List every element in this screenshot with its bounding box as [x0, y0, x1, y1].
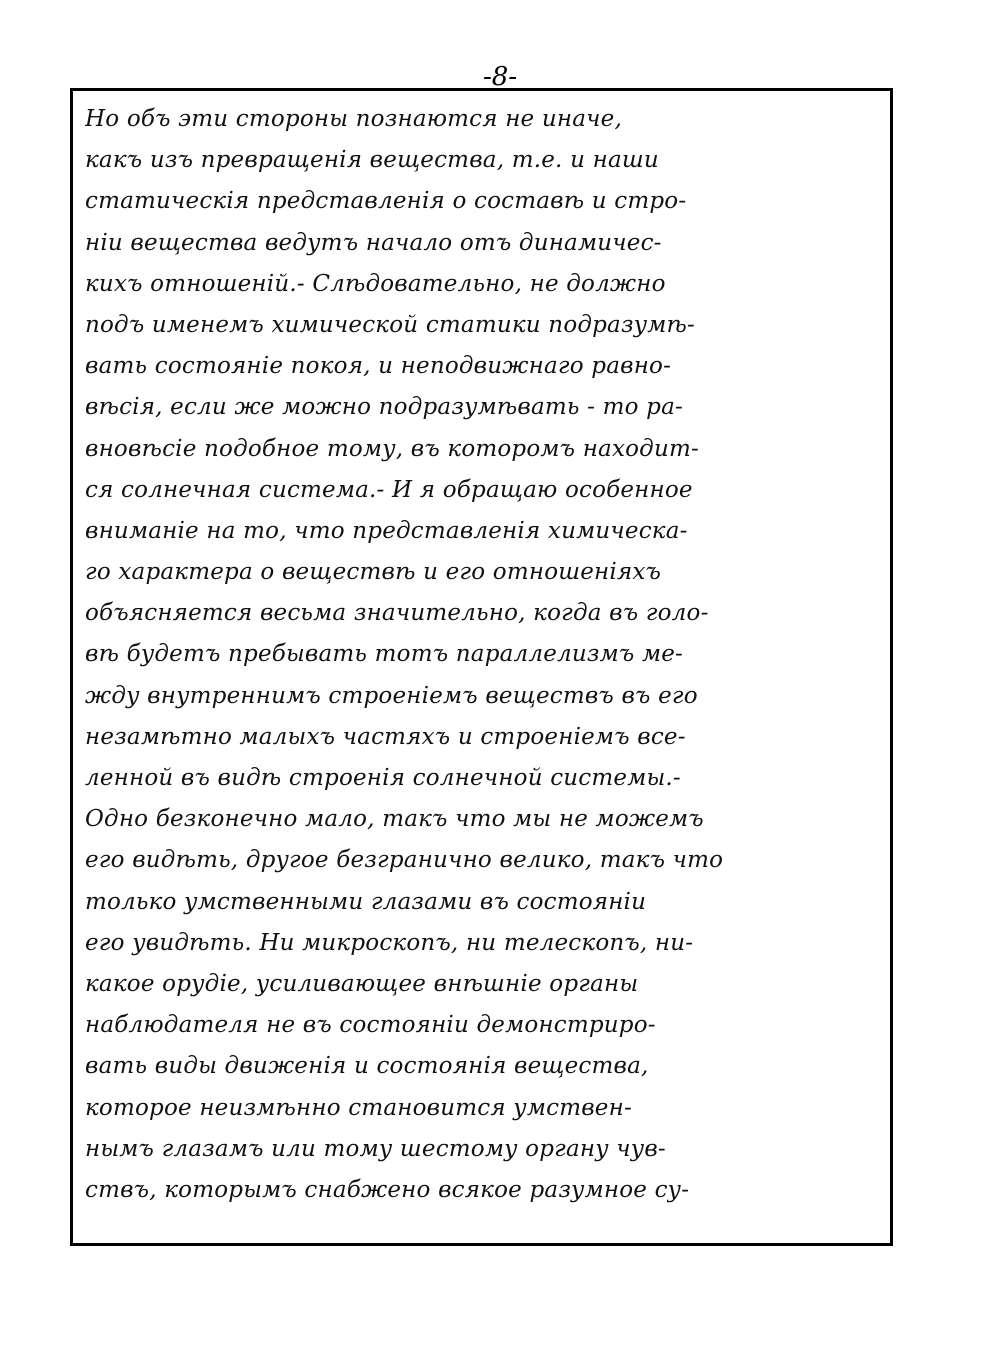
page-number: -8- [482, 62, 518, 92]
manuscript-line: го характера о веществѣ и его отношеніяхъ [85, 559, 662, 586]
manuscript-line: Но объ эти стороны познаются не иначе, [85, 106, 622, 132]
manuscript-line: статическія представленія о составѣ и стро- [85, 188, 687, 215]
manuscript-line: подъ именемъ химической статики подразумѣ- [85, 311, 695, 338]
manuscript-line: Одно безконечно мало, такъ что мы не можемъ [85, 806, 704, 833]
manuscript-text [85, 99, 885, 1211]
manuscript-line: какъ изъ превращенія вещества, т.е. и наши [85, 147, 659, 174]
manuscript-line: его увидѣть. Ни микроскопъ, ни телескопъ, ни- [85, 929, 694, 956]
manuscript-line: незамѣтно малыхъ частяхъ и строеніемъ все- [85, 723, 686, 750]
manuscript-line: ленной въ видѣ строенія солнечной системы.- [85, 765, 681, 791]
manuscript-line: нымъ глазамъ или тому шестому органу чув- [85, 1135, 666, 1162]
manuscript-line: вновѣсіе подобное тому, въ которомъ находит- [85, 435, 699, 462]
manuscript-line: его видѣть, другое безгранично велико, такъ что [85, 847, 724, 874]
manuscript-line: вать состояніе покоя, и неподвижнаго равно- [85, 353, 672, 380]
manuscript-line: какое орудіе, усиливающее внѣшніе органы [85, 970, 639, 997]
manuscript-line: вать виды движенія и состоянія вещества, [85, 1053, 649, 1080]
manuscript-line: вѣ будетъ пребывать тотъ параллелизмъ ме- [85, 641, 684, 668]
manuscript-line: ствъ, которымъ снабжено всякое разумное су- [85, 1176, 690, 1203]
manuscript-line: ніи вещества ведутъ начало отъ динамичес- [85, 229, 662, 256]
manuscript-line: жду внутреннимъ строеніемъ веществъ въ его [85, 682, 698, 709]
manuscript-line: вниманіе на то, что представленія химическа- [85, 517, 688, 544]
manuscript-line: объясняется весьма значительно, когда въ голо- [85, 600, 709, 627]
manuscript-line: которое неизмѣнно становится умствен- [85, 1094, 632, 1121]
manuscript-line: кихъ отношеній.- Слѣдовательно, не должно [85, 270, 666, 297]
manuscript-line: вѣсія, если же можно подразумѣвать - то ра- [85, 394, 683, 421]
manuscript-line: ся солнечная система.- И я обращаю особенное [85, 476, 693, 503]
manuscript-line: только умственными глазами въ состояніи [85, 888, 647, 915]
manuscript-line: наблюдателя не въ состояніи демонстриро- [85, 1012, 656, 1039]
